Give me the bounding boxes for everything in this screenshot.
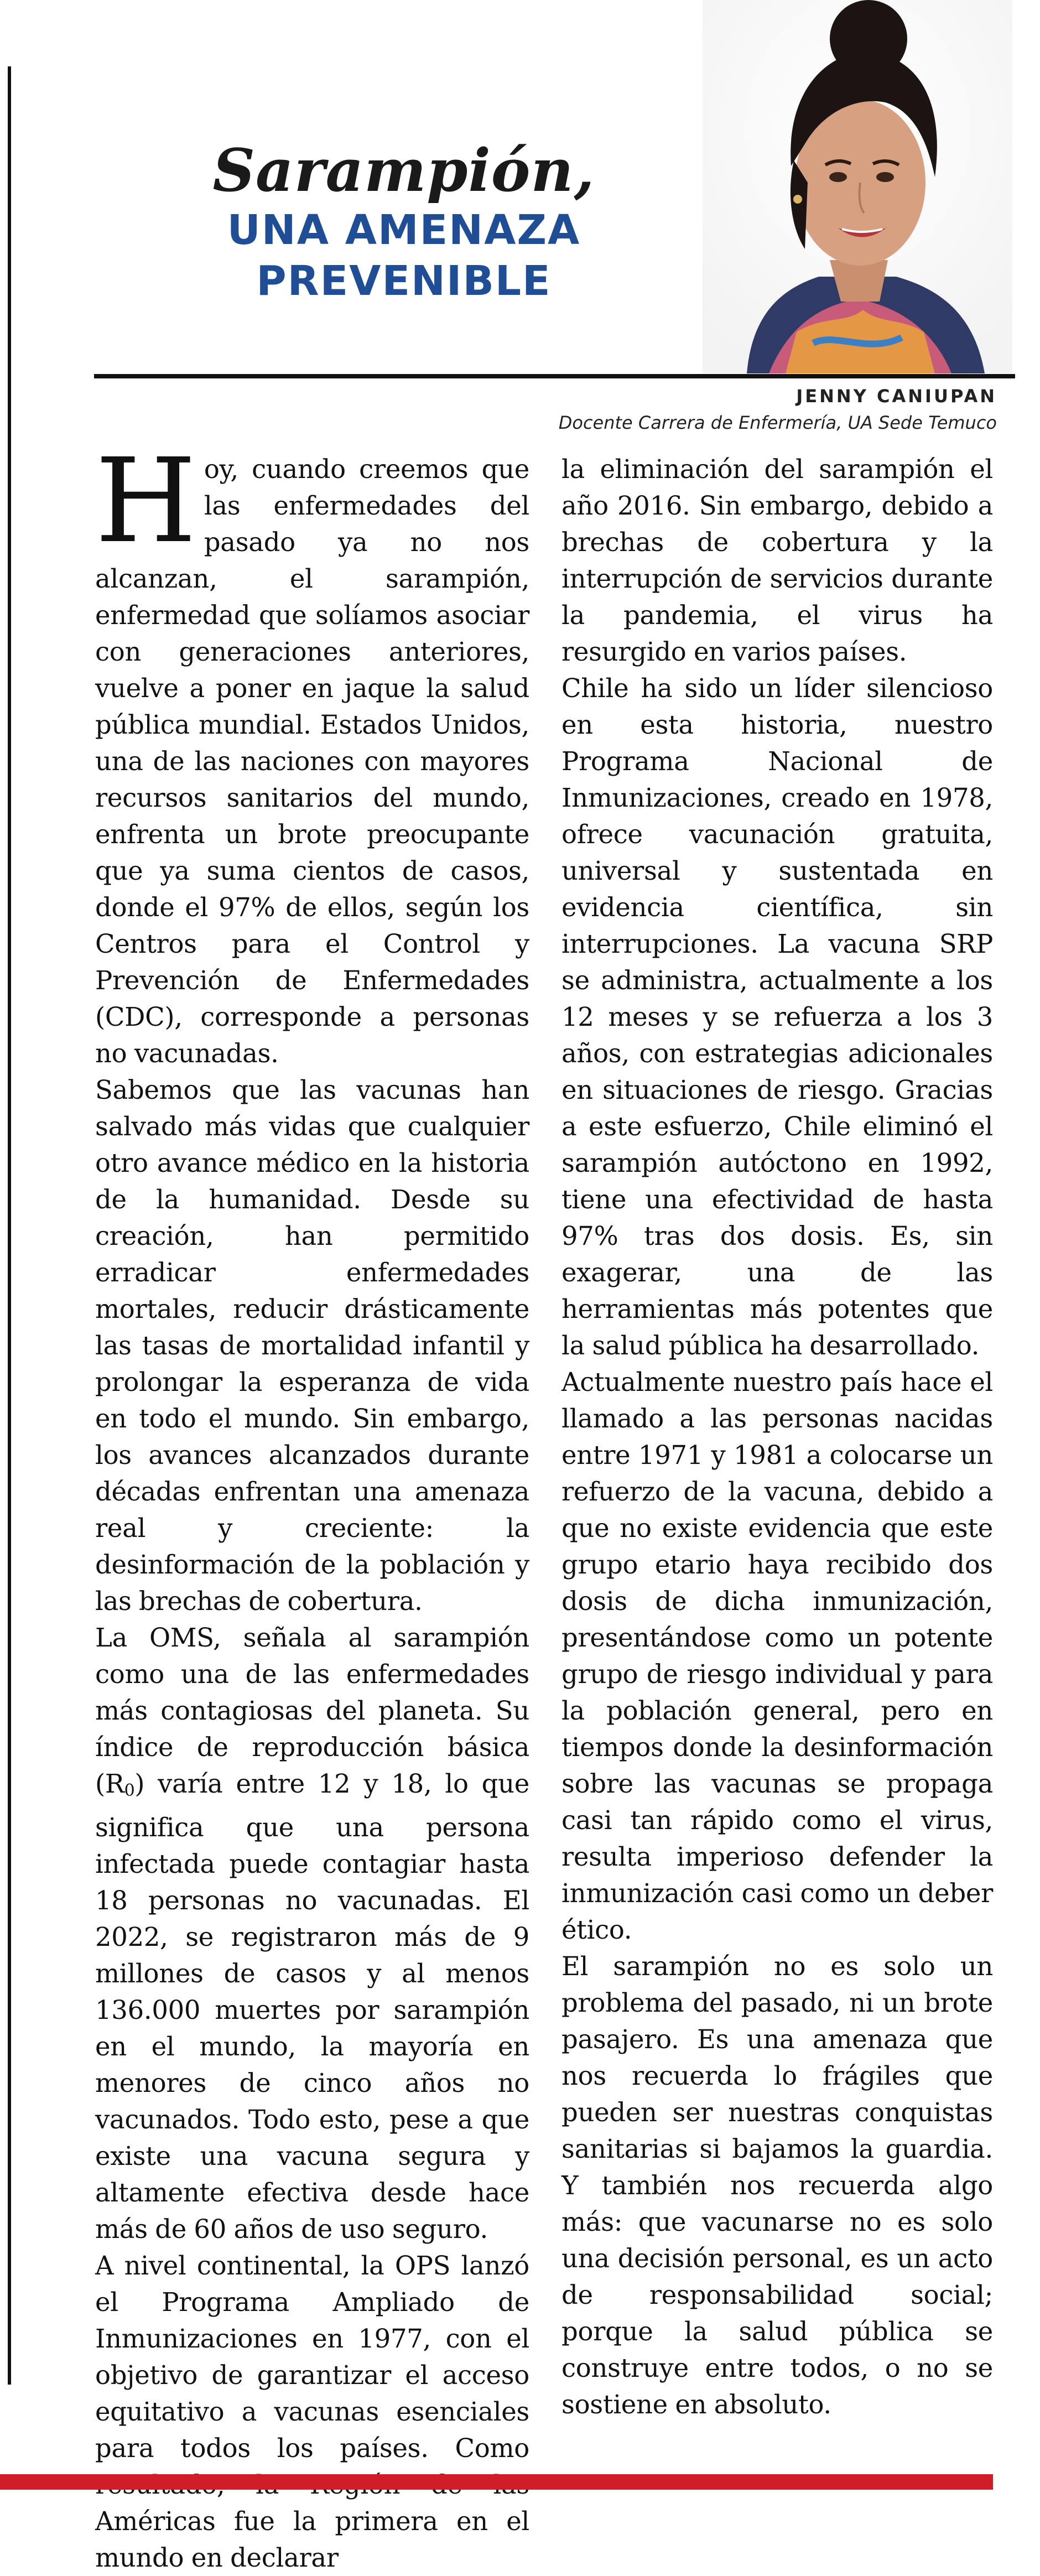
left-margin-rule	[8, 66, 11, 2385]
paragraph-3-text-b: ) varía entre 12 y 18, lo que significa que una persona infectada puede contagiar hasta 18 personas no vacunadas. El 2022, se registraron más de 9 millones de casos y al menos 136.000 muertes por sarampión en el mundo, la mayoría en menores de cinco años no vacunados. Todo esto, pese a que existe una vacuna segura y altamente efectiva desde hace más de 60 años de uso seguro.	[95, 1769, 529, 2244]
paragraph-1	[95, 433, 529, 1072]
paragraph-4-end: la eliminación del sarampión el año 2016. Sin embargo, debido a brechas de cobertura y la interrupción de servicios durante la pandemia, el virus ha resurgido en varios países.	[561, 454, 993, 667]
headline-main: Sarampión,	[212, 136, 595, 205]
paragraph-4-start: A nivel continental, la OPS lanzó el Programa Ampliado de Inmunizaciones en 1977, con el objetivo de garantizar el acceso equitativo a vacunas esenciales para todos los países. Como Américas fue la primera en el mundo en declarar	[95, 2251, 529, 2573]
author-name: JENNY CANIUPAN	[796, 386, 997, 407]
author-role: Docente Carrera de Enfermería, UA Sede Temuco	[558, 412, 997, 433]
article-column-right	[561, 451, 993, 2423]
paragraph-6: Actualmente nuestro país hace el llamado a las personas nacidas entre 1971 y 1981 a colocarse un refuerzo de la vacuna, debido a que no existe evidencia que este grupo etario haya recibido dos dosis de dicha inmunización, presentándose como un potente grupo de riesgo individual y para la población general, pero en tiempos donde la desinformación sobre las vacunas se propaga casi tan rápido como el virus, resulta imperioso defender la inmunización casi como un deber ético.	[561, 1367, 993, 1945]
paragraph-3	[95, 1619, 529, 2247]
r0-subscript: 0	[124, 1781, 135, 1800]
paragraph-5: Chile ha sido un líder silencioso en esta historia, nuestro Programa Nacional de Inmunizaciones, creado en 1978, ofrece vacunación gratuita, universal y sustentada en evidencia científica, sin interrupciones. La vacuna SRP se administra, actualmente a los 12 meses y se refuerza a los 3 años, con estrategias adicionales en situaciones de riesgo. Gracias a este esfuerzo, Chile eliminó el sarampión autóctono en 1992, tiene una efectividad de hasta 97% tras dos dosis. Es, sin exagerar, una de las herramientas más potentes que la salud pública ha desarrollado.	[561, 673, 993, 1360]
bottom-accent-bar	[0, 2474, 993, 2490]
article-column-left	[95, 433, 529, 2576]
headline-sub-line-1: UNA AMENAZA	[227, 206, 581, 254]
paragraph-7: El sarampión no es solo un problema del pasado, ni un brote pasajero. Es una amenaza que nos recuerda lo frágiles que pueden ser nuestras conquistas sanitarias si bajamos la guardia. Y también nos recuerda algo más: que vacunarse no es solo una decisión personal, es un acto de responsabilidad social; porque la salud pública se construye entre todos, o no se sostiene en absoluto.	[561, 1951, 993, 2419]
headline-sub-line-2: PREVENIBLE	[256, 257, 552, 305]
author-photo	[703, 0, 1012, 373]
header-divider	[94, 374, 1015, 378]
paragraph-1-text: oy, cuando creemos que las enfermedades del pasado ya no nos alcanzan, el sarampión, enfermedad que solíamos asociar con generaciones anteriores, vuelve a poner en jaque la salud pública mundial. Estados Unidos, una de las naciones con mayores recursos sanitarios del mundo, enfrenta un brote preocupante que ya suma cientos de casos, donde el 97% de ellos, según los Centros para el Control y Prevención de Enfermedades (CDC), corresponde a personas no vacunadas.	[95, 454, 529, 1068]
paragraph-2: Sabemos que las vacunas han salvado más vidas que cualquier otro avance médico en la historia de la humanidad. Desde su creación, han permitido erradicar enfermedades mortales, reducir drásticamente las tasas de mortalidad infantil y prolongar la esperanza de vida en todo el mundo. Sin embargo, los avances alcanzados durante décadas enfrentan una amenaza real y creciente: la desinformación de la población y las brechas de cobertura.	[95, 1075, 529, 1616]
author-portrait-illustration	[703, 0, 1012, 373]
headline	[183, 136, 625, 307]
drop-cap: H	[95, 433, 196, 569]
paragraph-3-text-a: La OMS, señala al sarampión como una de las enfermedades más contagiosas del planeta. Su índice de reproducción básica (R	[95, 1623, 529, 1799]
